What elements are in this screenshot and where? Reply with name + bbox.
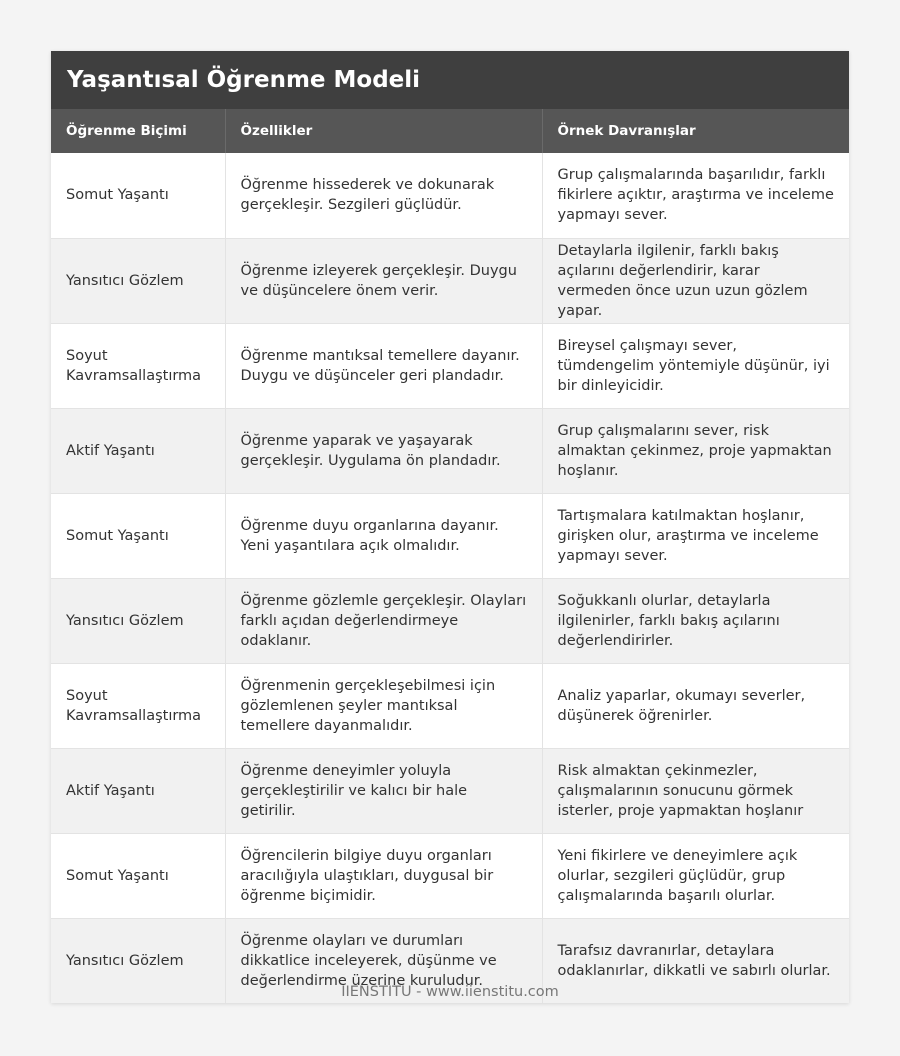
cell-example-behaviors: Yeni fikirlere ve deneyimlere açık olurlar, sezgileri güçlüdür, grup çalışmalarında başarılı olurlar. (542, 833, 849, 918)
cell-features: Öğrencilerin bilgiye duyu organları aracılığıyla ulaştıkları, duygusal bir öğrenme biçimidir. (225, 833, 542, 918)
cell-features: Öğrenme deneyimler yoluyla gerçekleştirilir ve kalıcı bir hale getirilir. (225, 748, 542, 833)
table-row (51, 153, 849, 238)
cell-learning-style: Soyut Kavramsallaştırma (51, 663, 225, 748)
column-header-features: Özellikler (225, 109, 542, 153)
cell-example-behaviors: Analiz yaparlar, okumayı severler, düşünerek öğrenirler. (542, 663, 849, 748)
cell-example-behaviors: Soğukkanlı olurlar, detaylarla ilgilenirler, farklı bakış açılarını değerlendirirler. (542, 578, 849, 663)
cell-features: Öğrenme duyu organlarına dayanır. Yeni yaşantılara açık olmalıdır. (225, 493, 542, 578)
cell-example-behaviors: Grup çalışmalarını sever, risk almaktan çekinmez, proje yapmaktan hoşlanır. (542, 408, 849, 493)
table-row (51, 833, 849, 918)
table-body (51, 153, 849, 1003)
table-header (51, 109, 849, 153)
cell-learning-style: Yansıtıcı Gözlem (51, 578, 225, 663)
cell-features: Öğrenme yaparak ve yaşayarak gerçekleşir. Uygulama ön plandadır. (225, 408, 542, 493)
cell-features: Öğrenme hissederek ve dokunarak gerçekleşir. Sezgileri güçlüdür. (225, 153, 542, 238)
cell-features: Öğrenme izleyerek gerçekleşir. Duygu ve düşüncelere önem verir. (225, 238, 542, 323)
table-row (51, 578, 849, 663)
cell-learning-style: Somut Yaşantı (51, 833, 225, 918)
cell-features: Öğrenme gözlemle gerçekleşir. Olayları farklı açıdan değerlendirmeye odaklanır. (225, 578, 542, 663)
table-row (51, 238, 849, 323)
table-card (51, 51, 849, 1003)
cell-learning-style: Yansıtıcı Gözlem (51, 238, 225, 323)
table-row (51, 408, 849, 493)
cell-features: Öğrenmenin gerçekleşebilmesi için gözlemlenen şeyler mantıksal temellere dayanmalıdır. (225, 663, 542, 748)
cell-example-behaviors: Detaylarla ilgilenir, farklı bakış açılarını değerlendirir, karar vermeden önce uzun uzun gözlem yapar. (542, 238, 849, 323)
cell-learning-style: Aktif Yaşantı (51, 408, 225, 493)
cell-example-behaviors: Tarafsız davranırlar, detaylara odaklanırlar, dikkatli ve sabırlı olurlar. (542, 918, 849, 1003)
cell-learning-style: Aktif Yaşantı (51, 748, 225, 833)
footer-credit: IIENSTITU - www.iienstitu.com (341, 984, 559, 1000)
cell-example-behaviors: Grup çalışmalarında başarılıdır, farklı fikirlere açıktır, araştırma ve inceleme yapmayı sever. (542, 153, 849, 238)
cell-learning-style: Somut Yaşantı (51, 493, 225, 578)
column-header-example-behaviors: Örnek Davranışlar (542, 109, 849, 153)
table-row (51, 323, 849, 408)
table-row (51, 493, 849, 578)
cell-example-behaviors: Tartışmalara katılmaktan hoşlanır, girişken olur, araştırma ve inceleme yapmayı sever. (542, 493, 849, 578)
cell-learning-style: Somut Yaşantı (51, 153, 225, 238)
column-header-learning-style: Öğrenme Biçimi (51, 109, 225, 153)
cell-features: Öğrenme mantıksal temellere dayanır. Duygu ve düşünceler geri plandadır. (225, 323, 542, 408)
cell-example-behaviors: Bireysel çalışmayı sever, tümdengelim yöntemiyle düşünür, iyi bir dinleyicidir. (542, 323, 849, 408)
table-row (51, 748, 849, 833)
header-row (51, 109, 849, 153)
cell-features: Öğrenme olayları ve durumları dikkatlice inceleyerek, düşünme ve değerlendirme üzerine kuruludur. (225, 918, 542, 1003)
learning-styles-table (51, 109, 849, 1003)
cell-example-behaviors: Risk almaktan çekinmezler, çalışmalarının sonucunu görmek isterler, proje yapmaktan hoşlanır (542, 748, 849, 833)
table-title: Yaşantısal Öğrenme Modeli (51, 51, 849, 109)
cell-learning-style: Yansıtıcı Gözlem (51, 918, 225, 1003)
cell-learning-style: Soyut Kavramsallaştırma (51, 323, 225, 408)
table-row (51, 663, 849, 748)
